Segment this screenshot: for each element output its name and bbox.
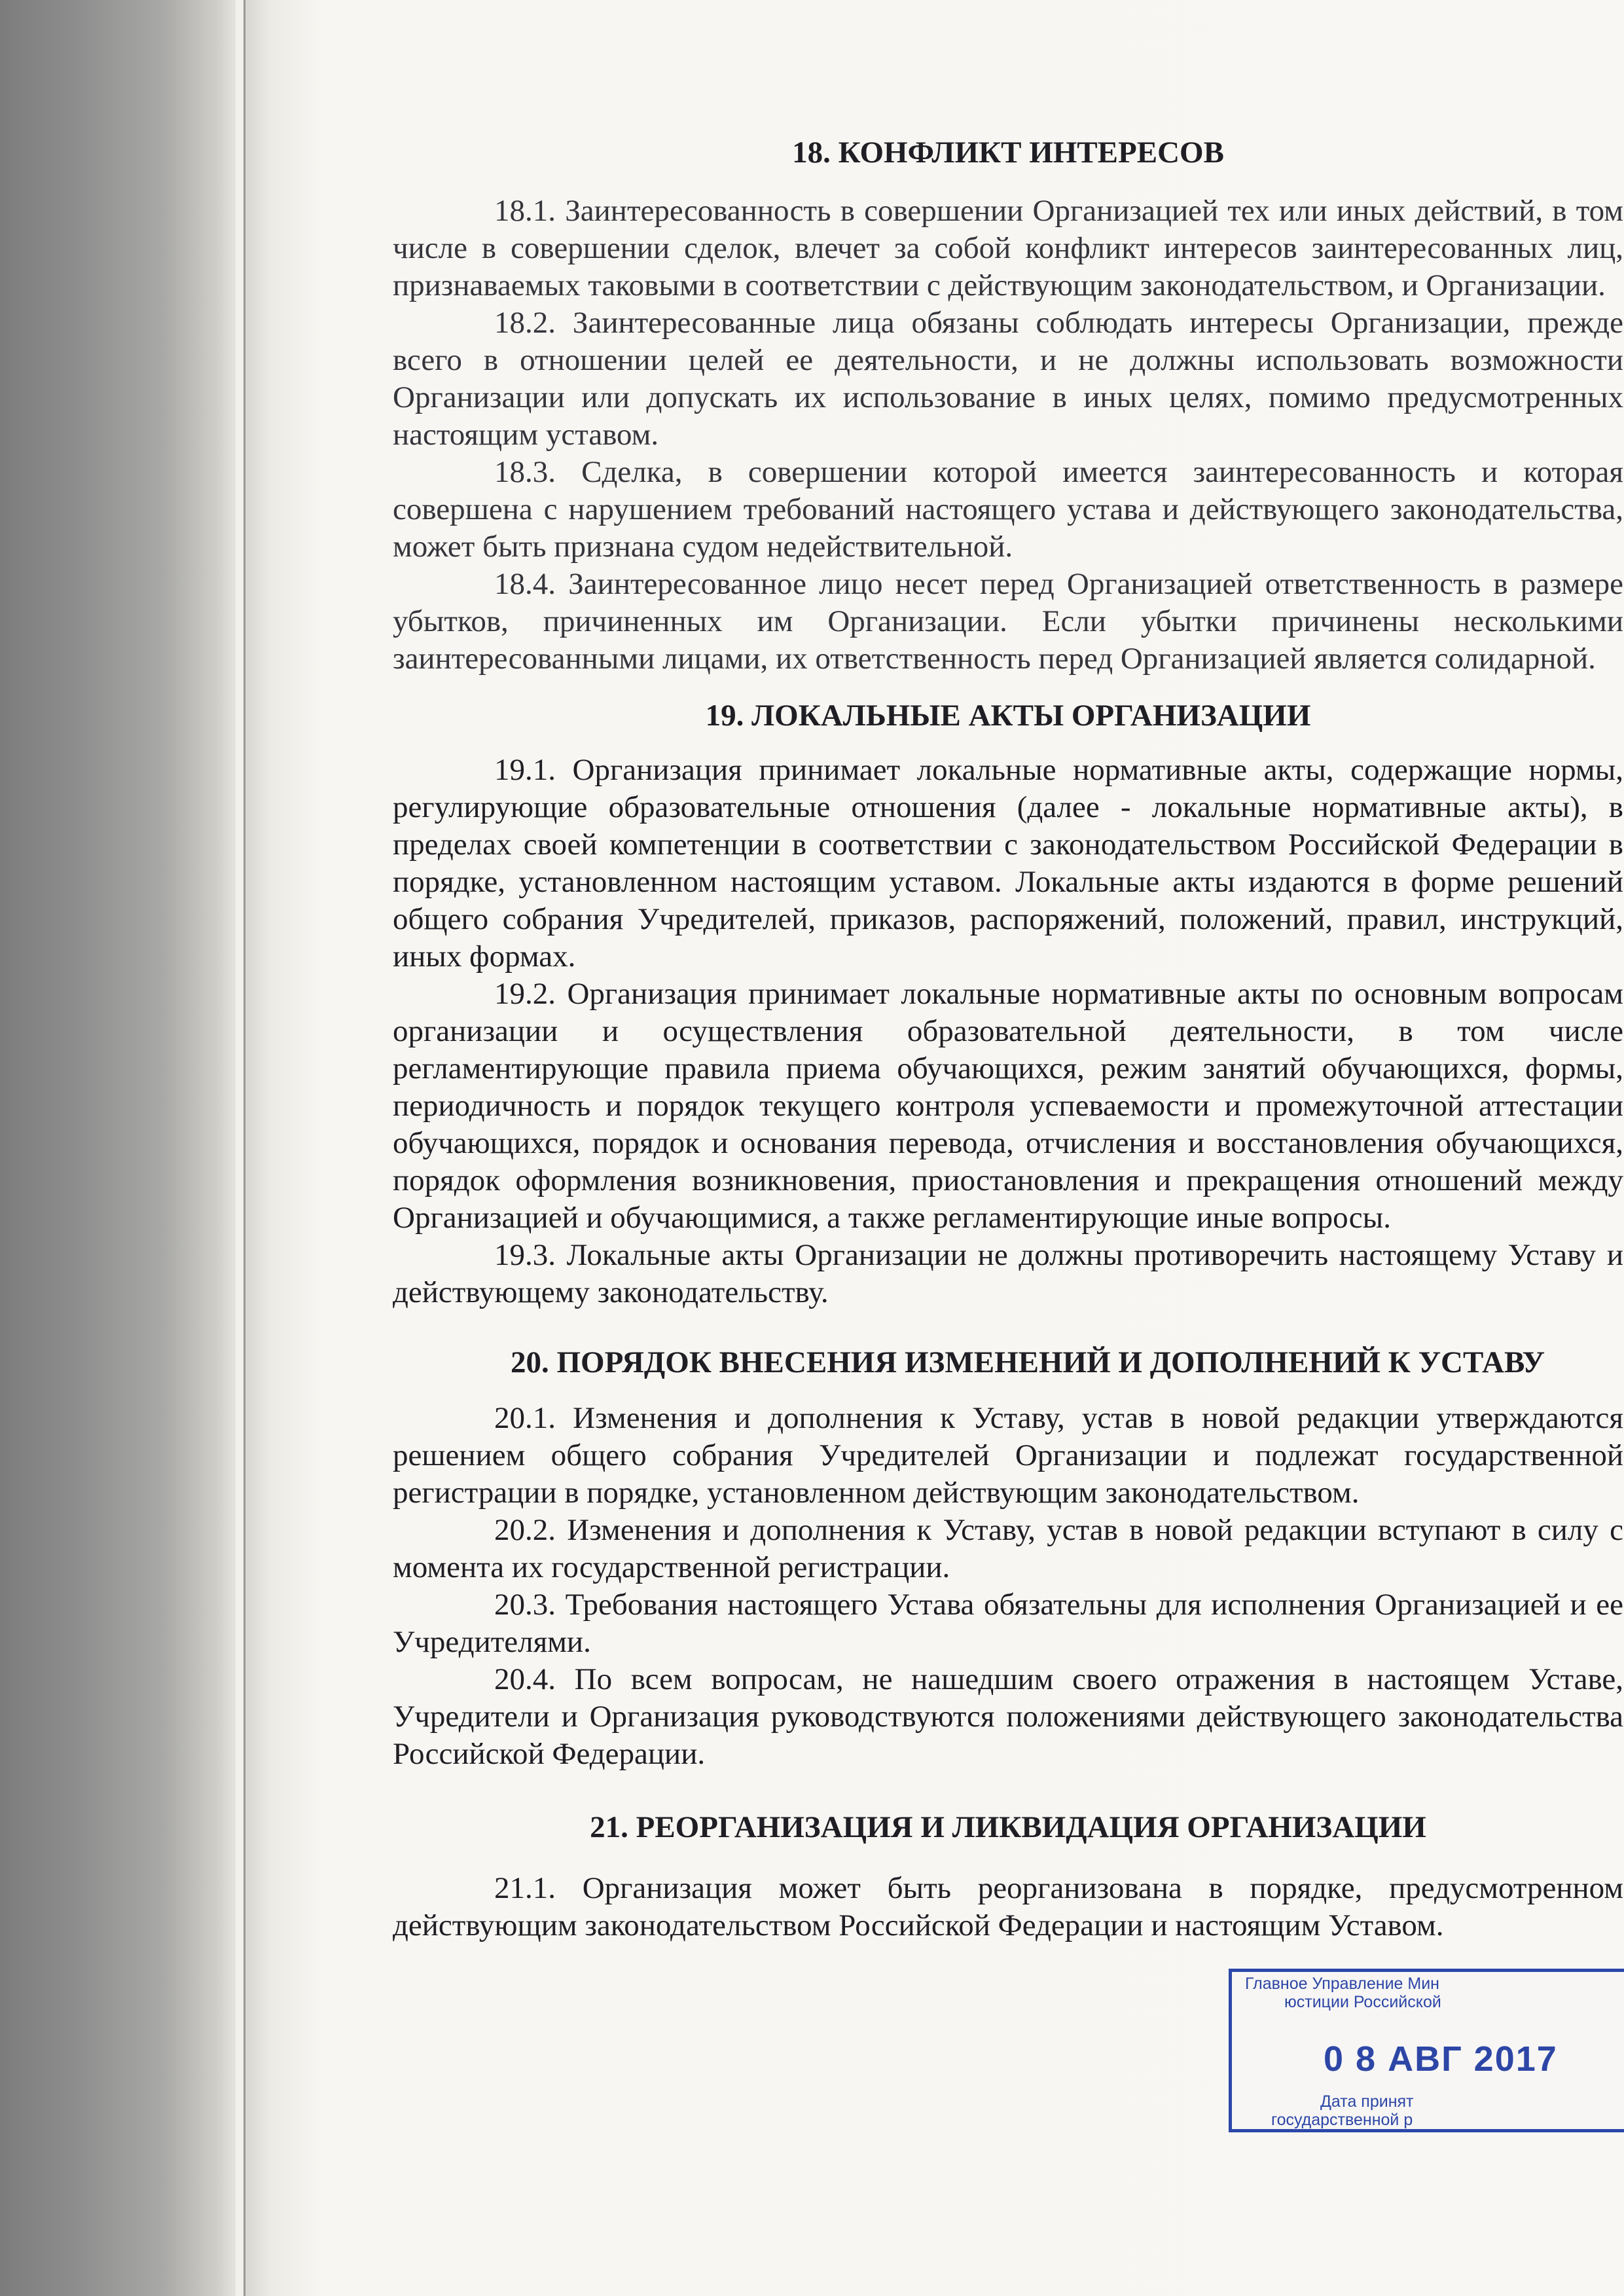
paragraph-19-2: 19.2. Организация принимает локальные нормативные акты по основным вопросам организации и осуществления образовательной деятельности, в том числе регламентирующие правила приема обучающихся, режим занятий обучающихся, формы, периодичность и порядок текущего контроля успеваемости и промежуточной аттестации обучающихся, порядок и основания перевода, отчисления и восстановления обучающихся, порядок оформления возникновения, приостановления и прекращения отношений между Организацией и обучающимися, а также регламентирующие иные вопросы. [393, 977, 1623, 1235]
section-21 [393, 1809, 1623, 1944]
stamp-authority-line: Главное Управление Мин [1245, 1975, 1439, 1993]
paragraph-19-3: 19.3. Локальные акты Организации не должны противоречить настоящему Уставу и действующему законодательству. [393, 1238, 1623, 1309]
document-page [245, 0, 1624, 2296]
paragraph-18-4: 18.4. Заинтересованное лицо несет перед Организацией ответственность в размере убытков, причиненных им Организации. Если убытки причинены несколькими заинтересованными лицами, их ответственность перед Организацией является солидарной. [393, 567, 1623, 676]
paragraph-18-3: 18.3. Сделка, в совершении которой имеется заинтересованность и которая совершена с нарушением требований настоящего устава и действующего законодательства, может быть признана судом недействительной. [393, 455, 1623, 564]
stamp-date: 0 8 АВГ 2017 [1324, 2039, 1558, 2079]
stamp-ministry-line: юстиции Российской [1284, 1993, 1441, 2011]
registration-stamp [1229, 1969, 1624, 2132]
paragraph-20-2: 20.2. Изменения и дополнения к Уставу, устав в новой редакции вступают в силу с момента их государственной регистрации. [393, 1513, 1623, 1584]
binding-shadow [0, 0, 236, 2296]
paragraph-20-3: 20.3. Требования настоящего Устава обязательны для исполнения Организацией и ее Учредителями. [393, 1588, 1623, 1659]
paragraph-18-1: 18.1. Заинтересованность в совершении Организацией тех или иных действий, в том числе в совершении сделок, влечет за собой конфликт интересов заинтересованных лиц, признаваемых таковыми в соответствии с действующим законодательством, и Организации. [393, 194, 1623, 302]
paragraph-20-4: 20.4. По всем вопросам, не нашедшим своего отражения в настоящем Уставе, Учредители и Организация руководствуются положениями действующего законодательства Российской Федерации. [393, 1662, 1623, 1771]
stamp-date-caption: Дата принят [1320, 2092, 1414, 2111]
document-content [393, 134, 1623, 1944]
section-20-heading: 20. ПОРЯДОК ВНЕСЕНИЯ ИЗМЕНЕНИЙ И ДОПОЛНЕНИЙ К УСТАВУ [511, 1345, 1545, 1379]
paragraph-19-1: 19.1. Организация принимает локальные нормативные акты, содержащие нормы, регулирующие образовательные отношения (далее - локальные нормативные акты), в пределах своей компетенции в соответствии с законодательством Российской Федерации в порядке, установленном настоящим уставом. Локальные акты издаются в форме решений общего собрания Учредителей, приказов, распоряжений, положений, правил, инструкций, иных формах. [393, 753, 1623, 974]
section-18-heading: 18. КОНФЛИКТ ИНТЕРЕСОВ [792, 136, 1224, 170]
stamp-registration-caption: государственной р [1271, 2111, 1413, 2129]
section-20 [393, 1344, 1623, 1773]
section-21-heading: 21. РЕОРГАНИЗАЦИЯ И ЛИКВИДАЦИЯ ОРГАНИЗАЦИИ [590, 1810, 1426, 1844]
paragraph-20-1: 20.1. Изменения и дополнения к Уставу, устав в новой редакции утверждаются решением общего собрания Учредителей Организации и подлежат государственной регистрации в порядке, установленном действующим законодательством. [393, 1401, 1623, 1510]
paragraph-18-2: 18.2. Заинтересованные лица обязаны соблюдать интересы Организации, прежде всего в отношении целей ее деятельности, и не должны использовать возможности Организации или допускать их использование в иных целях, помимо предусмотренных настоящим уставом. [393, 306, 1623, 452]
section-19 [393, 697, 1623, 1311]
section-18 [393, 134, 1623, 678]
section-19-heading: 19. ЛОКАЛЬНЫЕ АКТЫ ОРГАНИЗАЦИИ [705, 699, 1311, 733]
paragraph-21-1: 21.1. Организация может быть реорганизована в порядке, предусмотренном действующим законодательством Российской Федерации и настоящим Уставом. [393, 1871, 1623, 1942]
